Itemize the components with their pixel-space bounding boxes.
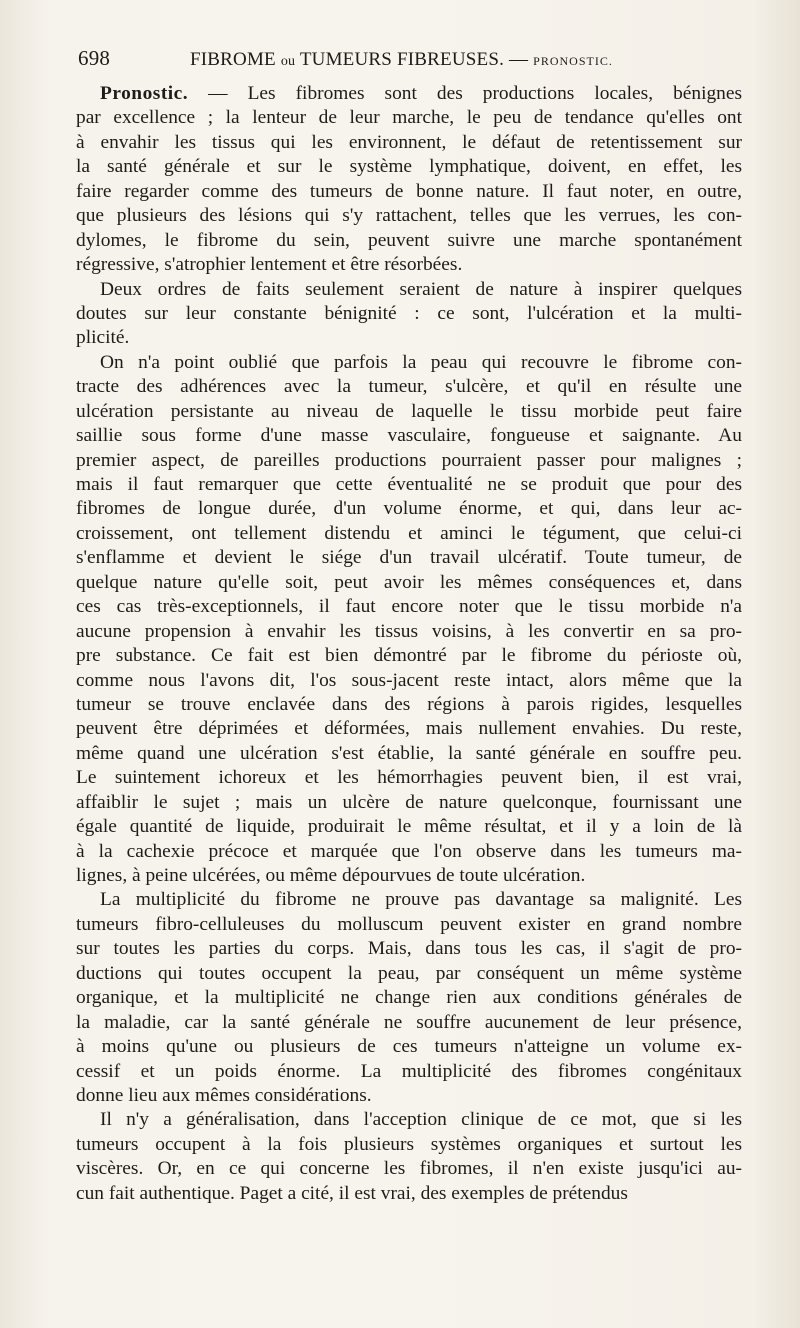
line-text: sur toutes les parties du corps. Mais, dans tous les cas, il s'agit de pro- [76, 938, 742, 960]
text-line [76, 326, 742, 350]
text-line [76, 302, 742, 326]
text-line [76, 1011, 742, 1035]
text-line [76, 229, 742, 253]
text-line [76, 742, 742, 766]
line-text: s'enflamme et devient le siége d'un travail ulcératif. Toute tumeur, de [76, 547, 742, 569]
line-text: lignes, à peine ulcérées, ou même dépourvues de toute ulcération. [76, 865, 586, 886]
page-number: 698 [78, 46, 111, 70]
line-text: mais il faut remarquer que cette éventualité ne se produit que pour des [76, 474, 742, 495]
text-line [76, 1157, 742, 1181]
running-title-rest: TUMEURS FIBREUSES. — [299, 49, 529, 70]
line-text: ductions qui toutes occupent la peau, par conséquent un même système [76, 962, 742, 984]
text-line [76, 82, 742, 106]
line-text: tumeur se trouve enclavée dans des régions à parois rigides, lesquelles [76, 693, 742, 715]
text-line [76, 449, 742, 473]
text-line [76, 204, 742, 228]
line-text: donne lieu aux mêmes considérations. [76, 1084, 372, 1106]
running-title-main: FIBROME [190, 49, 276, 70]
line-text: quelque nature qu'elle soit, peut avoir les mêmes conséquences et, dans [76, 571, 742, 593]
line-text: tracte des adhérences avec la tumeur, s'ulcère, et qu'il en résulte une [76, 376, 742, 398]
text-line [76, 888, 742, 912]
paragraph [76, 278, 742, 351]
text-line [76, 986, 742, 1010]
text-line [76, 864, 742, 888]
text-line [76, 473, 742, 497]
line-text: à moins qu'une ou plusieurs de ces tumeurs n'atteigne un volume ex- [76, 1036, 742, 1058]
line-text: — Les fibromes sont des productions locales, bénignes [188, 83, 742, 104]
line-text: comme nous l'avons dit, l'os sous-jacent reste intact, alors même que la [76, 669, 742, 691]
text-line [76, 497, 742, 521]
line-text: Deux ordres de faits seulement seraient de nature à inspirer quelques [100, 278, 742, 300]
line-text: ulcération persistante au niveau de laquelle le tissu morbide peut faire [76, 400, 742, 422]
text-line [76, 791, 742, 815]
text-line [76, 669, 742, 693]
line-text: saillie sous forme d'une masse vasculaire, fongueuse et saignante. Au [76, 425, 742, 447]
text-line [76, 693, 742, 717]
line-text: tumeurs occupent à la fois plusieurs systèmes organiques et surtout les [76, 1133, 742, 1155]
line-text: On n'a point oublié que parfois la peau qui recouvre le fibrome con- [100, 351, 742, 373]
text-line [76, 424, 742, 448]
text-line [76, 1108, 742, 1132]
line-text: affaiblir le sujet ; mais un ulcère de nature quelconque, fournissant une [76, 791, 742, 813]
section-title: Pronostic. [100, 83, 189, 104]
line-text: que plusieurs des lésions qui s'y rattachent, telles que les verrues, les con- [76, 205, 742, 227]
paragraph [76, 888, 742, 1108]
text-line [76, 1060, 742, 1084]
line-text: plicité. [76, 327, 130, 349]
text-line [76, 717, 742, 741]
text-line [76, 522, 742, 546]
text-line [76, 131, 742, 155]
text-line [76, 1035, 742, 1059]
line-text: la santé générale et sur le système lymphatique, doivent, en effet, les [76, 156, 742, 178]
line-text: fibromes de longue durée, d'un volume énorme, et qui, dans leur ac- [76, 498, 742, 520]
line-text: tumeurs fibro-celluleuses du molluscum peuvent exister en grand nombre [76, 913, 742, 935]
running-header [78, 46, 742, 76]
body-text [76, 82, 742, 1206]
line-text: premier aspect, de pareilles productions pourraient passer pour malignes ; [76, 449, 742, 471]
line-text: Le suintement ichoreux et les hémorrhagies peuvent bien, il est vrai, [76, 767, 742, 789]
line-text: Il n'y a généralisation, dans l'acception clinique de ce mot, que si les [100, 1109, 742, 1131]
line-text: La multiplicité du fibrome ne prouve pas davantage sa malignité. Les [100, 889, 742, 911]
text-line [76, 937, 742, 961]
text-line [76, 962, 742, 986]
line-text: faire regarder comme des tumeurs de bonne nature. Il faut noter, en outre, [76, 180, 742, 202]
text-line [76, 253, 742, 277]
line-text: dylomes, le fibrome du sein, peuvent suivre une marche spontanément [76, 229, 742, 251]
running-title-ou: ou [280, 54, 296, 69]
text-line [76, 180, 742, 204]
line-text: aucune propension à envahir les tissus voisins, à les convertir en sa pro- [76, 620, 742, 642]
line-text: égale quantité de liquide, produirait le même résultat, et il y a loin de là [76, 816, 742, 838]
running-title [190, 49, 742, 71]
text-line [76, 644, 742, 668]
text-line [76, 400, 742, 424]
text-line [76, 278, 742, 302]
line-text: à envahir les tissus qui les environnent, le défaut de retentissement sur [76, 131, 742, 153]
text-line [76, 351, 742, 375]
line-text: croissement, ont tellement distendu et aminci le tégument, que celui-ci [76, 522, 742, 544]
text-line [76, 1084, 742, 1108]
text-line [76, 1182, 742, 1206]
paragraph [76, 1108, 742, 1206]
line-text: cessif et un poids énorme. La multiplicité des fibromes congénitaux [76, 1060, 742, 1082]
line-text: peuvent être déprimées et déformées, mais nullement envahies. Du reste, [76, 718, 742, 740]
paragraph [76, 82, 742, 278]
line-text: cun fait authentique. Paget a cité, il est vrai, des exemples de prétendus [76, 1182, 628, 1204]
line-text: par excellence ; la lenteur de leur marche, le peu de tendance qu'elles ont [76, 107, 742, 129]
paragraph [76, 351, 742, 889]
line-text: la maladie, car la santé générale ne souffre aucunement de leur présence, [76, 1011, 742, 1033]
line-text: pre substance. Ce fait est bien démontré par le fibrome du périoste où, [76, 645, 742, 667]
line-text: organique, et la multiplicité ne change rien aux conditions générales de [76, 987, 742, 1009]
text-line [76, 815, 742, 839]
text-line [76, 571, 742, 595]
text-line [76, 106, 742, 130]
text-line [76, 155, 742, 179]
line-text: viscères. Or, en ce qui concerne les fibromes, il n'en existe jusqu'ici au- [76, 1158, 742, 1180]
text-line [76, 766, 742, 790]
line-text: doutes sur leur constante bénignité : ce sont, l'ulcération et la multi- [76, 302, 742, 324]
line-text: même quand une ulcération s'est établie, la santé générale en souffre peu. [76, 742, 742, 764]
text-line [76, 375, 742, 399]
text-line [76, 620, 742, 644]
line-text: ces cas très-exceptionnels, il faut encore noter que le tissu morbide n'a [76, 596, 742, 618]
text-line [76, 840, 742, 864]
text-line [76, 913, 742, 937]
line-text: à la cachexie précoce et marquée que l'on observe dans les tumeurs ma- [76, 840, 742, 862]
text-line [76, 546, 742, 570]
text-line [76, 595, 742, 619]
line-text: régressive, s'atrophier lentement et être résorbées. [76, 254, 463, 276]
text-line [76, 1133, 742, 1157]
running-title-section: PRONOSTIC. [533, 54, 613, 68]
